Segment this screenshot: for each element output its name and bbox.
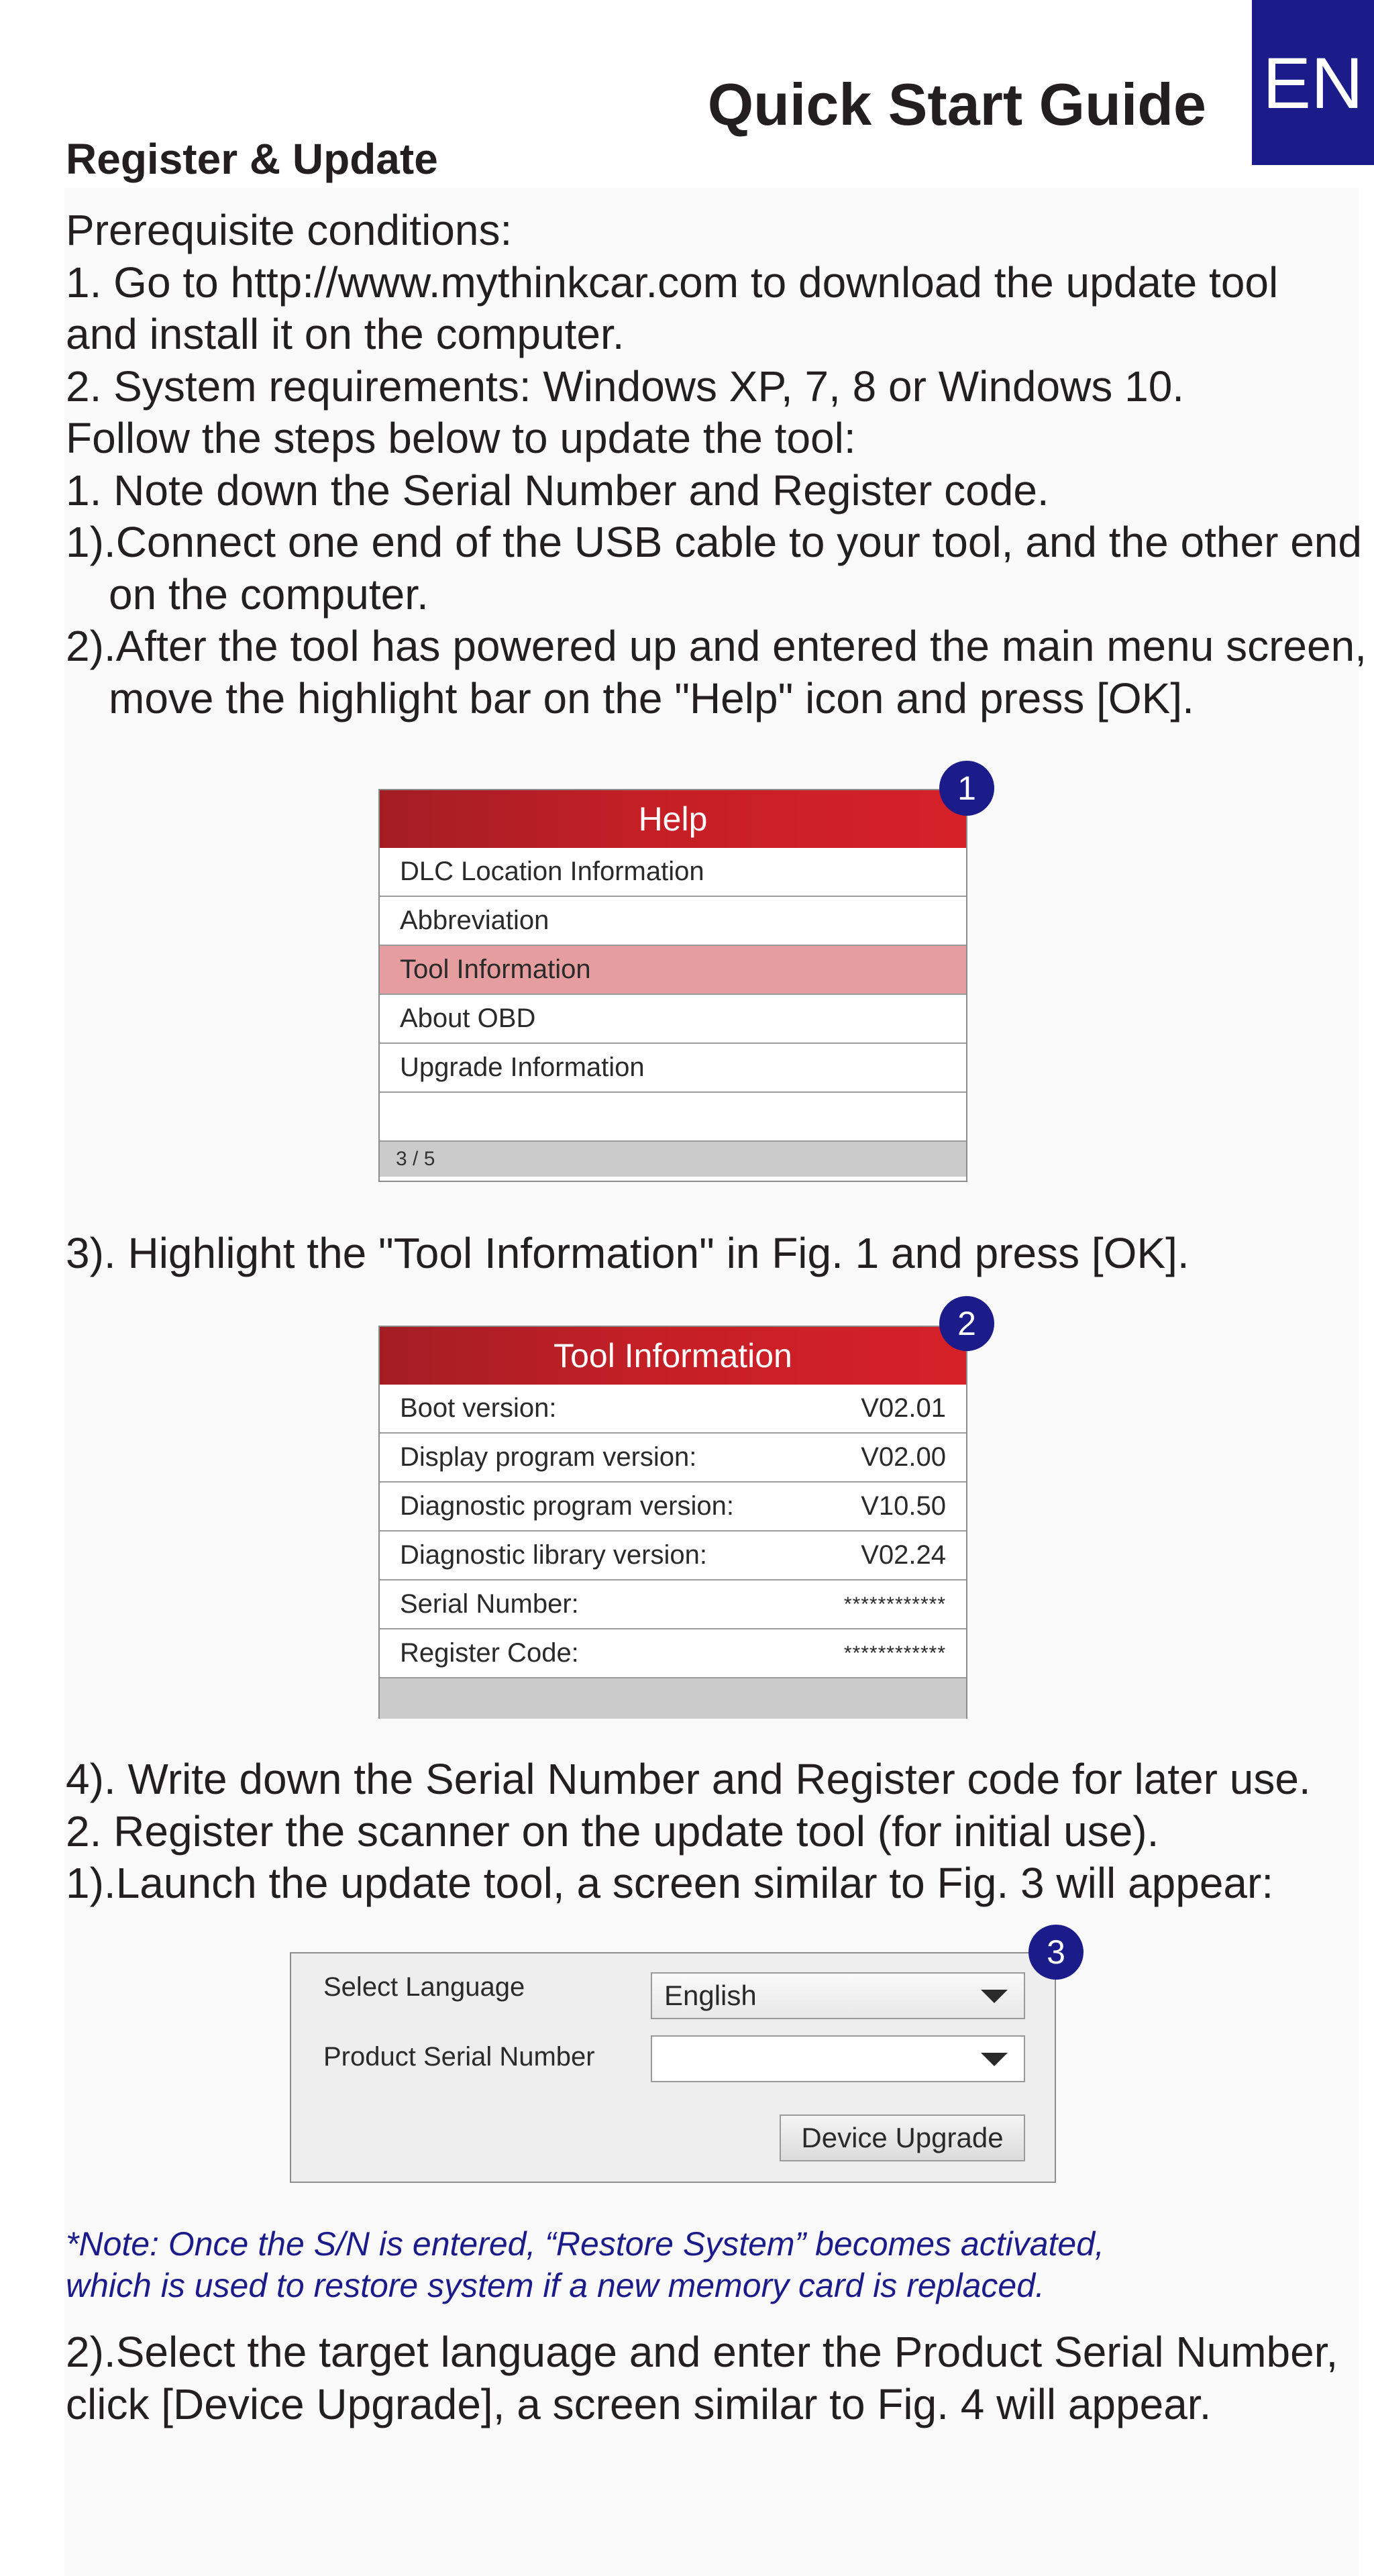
help-menu-item[interactable]: Upgrade Information: [380, 1044, 966, 1093]
final-text: [66, 2326, 1338, 2430]
help-menu-empty-row: [380, 1093, 966, 1142]
page-title: Quick Start Guide: [707, 71, 1206, 138]
tool-info-value: V02.00: [861, 1442, 946, 1472]
step-3-text: [66, 1228, 1190, 1280]
page-indicator: 3 / 5: [380, 1142, 966, 1177]
tool-info-row: [380, 1483, 966, 1532]
intro-line: 1. Note down the Serial Number and Register code.: [66, 466, 1049, 515]
tool-info-label: Display program version:: [400, 1442, 697, 1472]
tool-info-label: Register Code:: [400, 1638, 579, 1668]
help-menu-item[interactable]: DLC Location Information: [380, 848, 966, 897]
restore-system-note: [66, 2223, 1104, 2306]
help-menu-item[interactable]: About OBD: [380, 995, 966, 1044]
tool-info-value: V10.50: [861, 1491, 946, 1521]
note-line: which is used to restore system if a new memory card is replaced.: [66, 2267, 1045, 2304]
language-select-value: English: [664, 1980, 757, 2011]
intro-line: Follow the steps below to update the tool:: [66, 414, 856, 462]
tool-information-header: Tool Information: [380, 1327, 966, 1385]
tool-info-row: [380, 1629, 966, 1678]
tool-info-row: [380, 1385, 966, 1434]
step-3-line: 3). Highlight the "Tool Information" in Fig. 1 and press [OK].: [66, 1229, 1190, 1277]
middle-line: 2. Register the scanner on the update tool (for initial use).: [66, 1807, 1159, 1856]
intro-line: move the highlight bar on the "Help" icon and press [OK].: [109, 674, 1194, 722]
tool-info-value: V02.24: [861, 1540, 946, 1570]
section-title: Register & Update: [66, 135, 438, 183]
final-line: click [Device Upgrade], a screen similar to Fig. 4 will appear.: [66, 2379, 1212, 2428]
help-menu-figure: [378, 789, 967, 1182]
chevron-down-icon: [981, 1990, 1008, 2003]
middle-line: 4). Write down the Serial Number and Register code for later use.: [66, 1755, 1311, 1803]
intro-line: Prerequisite conditions:: [66, 206, 513, 254]
tool-info-footer: [380, 1678, 966, 1719]
language-badge: EN: [1252, 0, 1374, 165]
intro-line: 1. Go to http://www.mythinkcar.com to download the update tool: [66, 258, 1279, 307]
serial-number-label: Product Serial Number: [323, 2042, 595, 2072]
help-menu-header: Help: [380, 790, 966, 848]
select-language-label: Select Language: [323, 1972, 525, 2002]
intro-line: 1).Connect one end of the USB cable to your tool, and the other end: [66, 518, 1362, 566]
intro-line: and install it on the computer.: [66, 310, 625, 358]
device-upgrade-button[interactable]: Device Upgrade: [780, 2114, 1025, 2161]
help-menu-item-selected[interactable]: Tool Information: [380, 946, 966, 995]
tool-info-value: V02.01: [861, 1393, 946, 1423]
tool-info-label: Boot version:: [400, 1393, 557, 1423]
chevron-down-icon: [981, 2053, 1008, 2066]
intro-line: 2).After the tool has powered up and entered the main menu screen,: [66, 622, 1367, 670]
figure-1-badge: 1: [939, 761, 994, 816]
middle-line: 1).Launch the update tool, a screen similar to Fig. 3 will appear:: [66, 1859, 1274, 1907]
note-line: *Note: Once the S/N is entered, “Restore System” becomes activated,: [66, 2225, 1104, 2263]
tool-info-row: [380, 1434, 966, 1483]
figure-2-badge: 2: [939, 1296, 994, 1351]
tool-info-label: Diagnostic program version:: [400, 1491, 734, 1521]
intro-text: [66, 205, 1367, 724]
tool-info-row: [380, 1532, 966, 1580]
figure-3-badge: 3: [1028, 1925, 1084, 1980]
tool-info-value: ************: [843, 1642, 946, 1664]
update-tool-figure: [290, 1952, 1056, 2183]
serial-number-select[interactable]: [651, 2035, 1025, 2082]
tool-info-value: ************: [843, 1593, 946, 1615]
intro-line: 2. System requirements: Windows XP, 7, 8 or Windows 10.: [66, 362, 1185, 411]
tool-info-label: Serial Number:: [400, 1589, 579, 1619]
final-line: 2).Select the target language and enter the Product Serial Number,: [66, 2328, 1338, 2376]
middle-text: [66, 1754, 1311, 1910]
tool-information-figure: [378, 1326, 967, 1719]
intro-line: on the computer.: [109, 570, 429, 619]
tool-info-row: [380, 1580, 966, 1629]
language-select[interactable]: [651, 1972, 1025, 2019]
tool-info-label: Diagnostic library version:: [400, 1540, 707, 1570]
help-menu-item[interactable]: Abbreviation: [380, 897, 966, 946]
